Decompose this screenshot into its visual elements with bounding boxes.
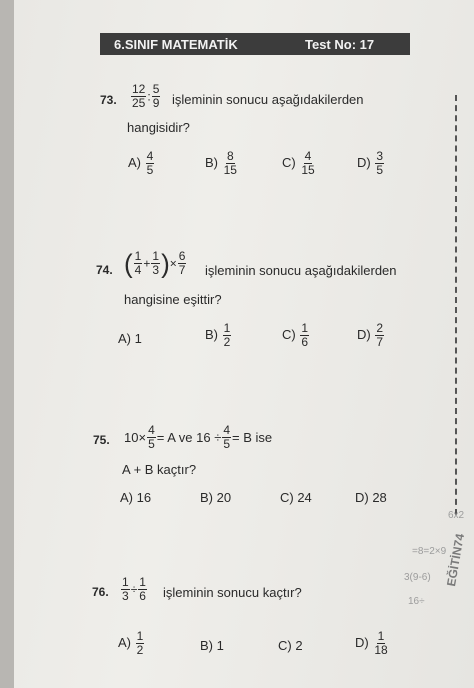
- pencil-scribbles: [404, 500, 474, 640]
- option-d[interactable]: D) 28: [355, 490, 387, 505]
- question-number: 76.: [92, 585, 109, 599]
- question-number: 74.: [96, 263, 113, 277]
- subject-title: 6.SINIF MATEMATİK: [114, 37, 238, 52]
- option-c[interactable]: C) 2: [278, 638, 303, 653]
- option-b[interactable]: B) 1: [200, 638, 224, 653]
- option-c[interactable]: C) $\frac{4}{15}$: [282, 149, 315, 177]
- margin-note: 3(9-6): [404, 572, 431, 583]
- option-c[interactable]: C) $\frac{1}{6}$: [282, 321, 309, 349]
- side-logo-text: EĞİTİN74: [444, 532, 468, 588]
- question-expression: ( $\frac{1}{4}$ + $\frac{1}{3}$ )× $\frac{6}{7}$: [124, 248, 186, 279]
- option-d[interactable]: D) $\frac{2}{7}$: [357, 321, 384, 349]
- option-b[interactable]: B) $\frac{8}{15}$: [205, 149, 237, 177]
- question-text: işleminin sonucu aşağıdakilerden: [205, 263, 397, 278]
- numerator: 12: [132, 82, 146, 96]
- question-text: A + B kaçtır?: [122, 462, 197, 477]
- margin-note: =8=2×9: [412, 546, 447, 557]
- question-number: 73.: [100, 93, 117, 107]
- option-b[interactable]: B) 20: [200, 490, 232, 505]
- question-text: işleminin sonucu kaçtır?: [163, 585, 302, 600]
- question-number: 75.: [93, 433, 110, 447]
- fraction: [131, 83, 146, 110]
- denominator: 25: [132, 96, 146, 110]
- question-text: hangisidir?: [127, 120, 190, 135]
- question-text: hangisine eşittir?: [124, 292, 222, 307]
- question-text: işleminin sonucu aşağıdakilerden: [172, 92, 364, 107]
- option-a[interactable]: A) 1: [118, 331, 142, 346]
- question-expression: $\frac{1}{3}$ ÷ $\frac{1}{6}$: [122, 575, 146, 603]
- option-d[interactable]: D) $\frac{3}{5}$: [357, 149, 384, 177]
- test-number: Test No: 17: [305, 37, 375, 52]
- option-c[interactable]: C) 24: [280, 490, 312, 505]
- option-a[interactable]: A) $\frac{1}{2}$: [118, 629, 144, 657]
- question-expression: [130, 83, 161, 110]
- option-d[interactable]: D) $\frac{1}{18}$: [355, 629, 388, 657]
- denominator: 9: [152, 96, 160, 110]
- margin-note: 6x2: [448, 510, 465, 521]
- cut-line: [455, 95, 457, 515]
- numerator: 5: [152, 82, 160, 96]
- option-b[interactable]: B) $\frac{1}{2}$: [205, 321, 231, 349]
- operator: :: [147, 89, 151, 104]
- margin-note: 16÷: [408, 596, 425, 607]
- fraction: [152, 83, 161, 110]
- test-header: [100, 33, 410, 55]
- question-expression: 10× $\frac{4}{5}$ = A ve 16 ÷ $\frac{4}{5}$ = B ise: [124, 423, 273, 451]
- option-a[interactable]: A) $\frac{4}{5}$: [128, 149, 154, 177]
- option-a[interactable]: A) 16: [120, 490, 152, 505]
